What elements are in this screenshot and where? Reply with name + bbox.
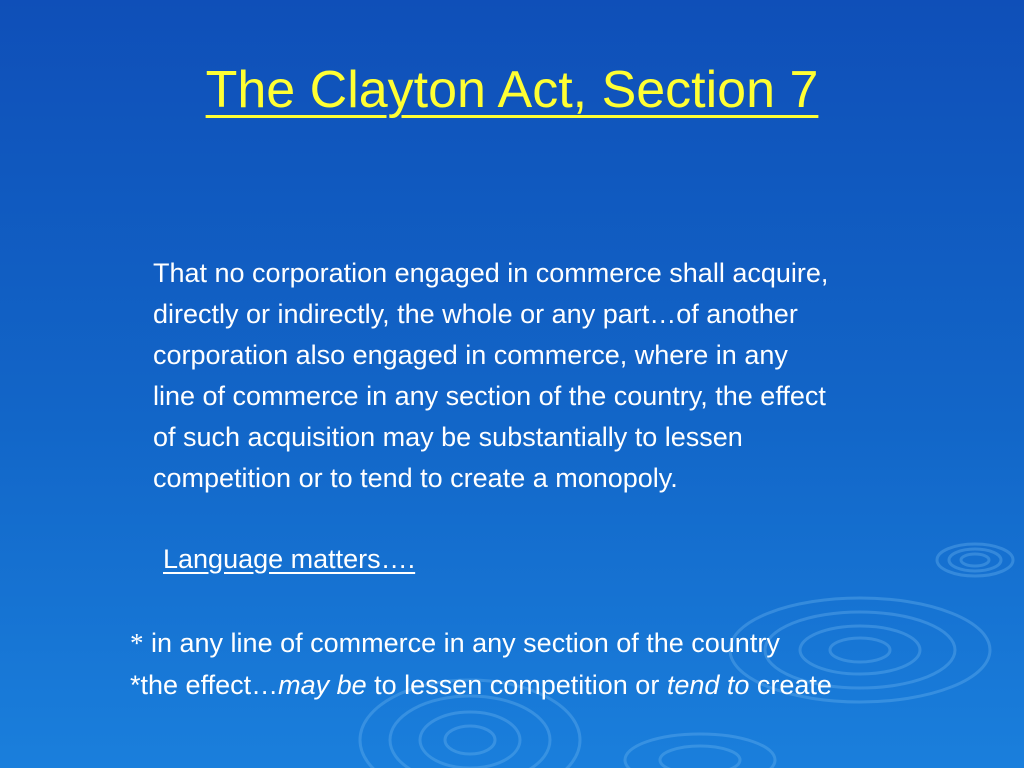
quote-line: corporation also engaged in commerce, where in any (153, 340, 788, 370)
quote-line: of such acquisition may be substantially to lessen (153, 422, 743, 452)
quote-line: competition or to tend to create a monopoly. (153, 463, 678, 493)
quote-line: directly or indirectly, the whole or any part…of another (153, 299, 798, 329)
emphasis-tend-to: tend to (666, 670, 750, 700)
asterisk-bullet: * (130, 670, 141, 700)
note-text: in any line of commerce in any section of the country (143, 628, 780, 658)
emphasis-may-be: may be (278, 670, 367, 700)
note-text: the effect… (140, 670, 279, 700)
statute-quote (153, 253, 1013, 499)
slide-title: The Clayton Act, Section 7 (205, 61, 819, 119)
note-line-2 (130, 664, 1020, 706)
notes (130, 622, 1020, 706)
note-text: create (749, 670, 832, 700)
language-matters-link[interactable]: Language matters…. (163, 544, 416, 574)
asterisk-bullet: * (130, 628, 144, 658)
note-line-1 (130, 622, 1020, 664)
quote-line: line of commerce in any section of the country, the effect (153, 381, 826, 411)
note-text: to lessen competition or (366, 670, 667, 700)
quote-line: That no corporation engaged in commerce shall acquire, (153, 258, 829, 288)
